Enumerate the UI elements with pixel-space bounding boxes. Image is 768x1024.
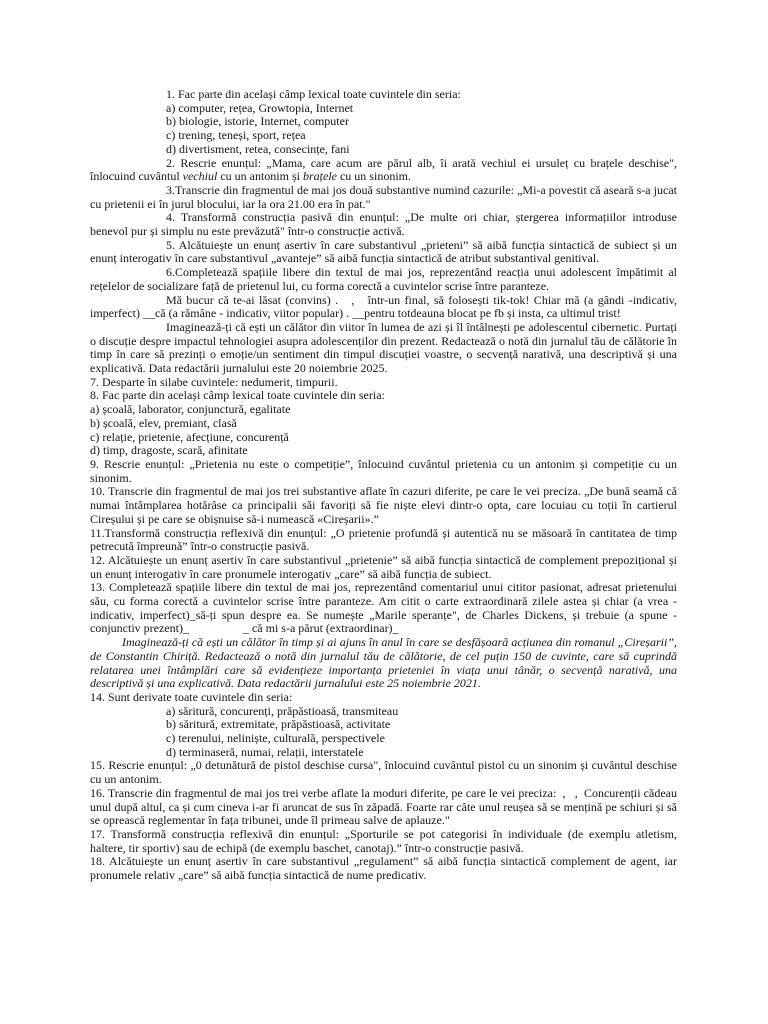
- question-1-prompt: 1. Fac parte din același câmp lexical toate cuvintele din seria:: [166, 87, 461, 101]
- question-17-prompt: 17. Transformă construcția reflexivă din enunțul: „Sporturile se pot categorisi în individuale (de exemplu atletism, haltere, tir sportiv) sau de echipă (de exemplu baschet, canotaj).” într-o construcție pasivă.: [90, 826, 677, 855]
- question-7-prompt: 7. Desparte în silabe cuvintele: nedumerit, timpurii.: [90, 374, 338, 389]
- essay-task-1: Imaginează-ți că ești un călător din viitor în lumea de azi și îl întâlnești pe adolescentul cibernetic. Purtați o discuție despre impactul tehnologiei asupra adolescenților din prezent. Redactează o notă din jurnalul tău de călătorie în timp în care să prezinți o emoție/un sentiment din timpul discuției voastre, o secvență narativă, una descriptivă și una explicativă. Data redactării jurnalului este 20 noiembrie 2025.: [90, 319, 677, 376]
- question-2-text-mid: cu un antonim și: [217, 169, 303, 184]
- question-2-italic-word-2: brațele: [302, 169, 337, 184]
- essay-task-2: Imaginează-ți că ești un călător în timp și ai ajuns în anul în care se desfășoară acțiunea din romanul „Cireșarii”, de Constantin Chiriță. Redactează o notă din jurnalul tău de călătorie, de cel puțin 150 de cuvinte, care să cuprindă relatarea unei întâmplări care să evidențieze importanța prieteniei în viața unui tânăr, o secvență narativă, una descriptivă și una explicativă. Data redactării jurnalului este 25 noiembrie 2021.: [90, 635, 677, 691]
- worksheet-content: [90, 88, 677, 883]
- question-1-option-d: d) divertisment, retea, consecințe, fani: [166, 141, 350, 156]
- question-1-option-a: a) computer, rețea, Growtopia, Internet: [166, 100, 354, 115]
- question-14-option-d: d) terminaseră, numai, relații, interstatele: [166, 744, 364, 759]
- question-12-prompt: 12. Alcătuiește un enunț asertiv în care substantivul „prietenie” să aibă funcția sintactică de complement prepozițional și un enunț interogativ în care pronumele interogativ „care” să aibă funcția de subiect.: [90, 552, 677, 581]
- question-1-option-b: b) biologie, istorie, Internet, computer: [166, 114, 349, 129]
- question-2-italic-word-1: vechiul: [182, 169, 218, 184]
- question-18-prompt: 18. Alcătuiește un enunț asertiv în care substantivul „regulament” să aibă funcția sintactică complement de agent, iar pronumele relativ „care” să aibă funcția sintactică de nume predicativ.: [90, 854, 677, 883]
- question-5-prompt: 5. Alcătuiește un enunț asertiv în care substantivul „prieteni” să aibă funcția sintactică de subiect și un enunț interogativ în care substantivul „avanteje” să aibă funcția sintactică de atribut substantival genitival.: [90, 237, 677, 266]
- question-8-option-b: b) școală, elev, premiant, clasă: [90, 415, 237, 430]
- question-14-option-c: c) terenului, neliniște, culturală, perspectivele: [166, 731, 385, 746]
- question-8-option-d: d) timp, dragoste, scară, afinitate: [90, 443, 248, 458]
- question-13-prompt: 13. Completează spațiile libere din textul de mai jos, reprezentând comentariul unui cititor pasionat, adresat prietenului său, cu forma corectă a cuvintelor scrise între paranteze. Am citit o carte extraordinară zilele astea și chiar (a vrea - indicativ, imperfect)_să-ți spun despre ea. Se numește „Marile speranțe", de Charles Dickens, și trebuie (a spune - conjunctiv prezent)_ _ că mi s-a părut (extraordinar)_: [90, 580, 677, 636]
- question-14-option-a: a) săritură, concurenți, prăpăstioasă, transmiteau: [166, 703, 399, 718]
- question-1-option-c: c) trening, teneși, sport, rețea: [166, 128, 306, 143]
- question-8-prompt: 8. Fac parte din același câmp lexical toate cuvintele din seria:: [90, 388, 385, 403]
- question-3-prompt: 3.Transcrie din fragmentul de mai jos două substantive numind cazurile: „Mi-a povestit că aseară s-a jucat cu prietenii ei în jurul blocului, iar la ora 21.00 era în pat.": [90, 182, 677, 211]
- question-2-text-start: 2. Rescrie enunțul: „Mama, care acum are părul alb, îi arată vechiul ei ursuleț cu brațele deschise", înlocuind cuvântul: [90, 155, 677, 184]
- question-6-fill-text: Mă bucur că te-ai lăsat (convins) . , într-un final, să folosești tik-tok! Chiar mă (a gândi -indicativ, imperfect) __că (a rămâne - indicativ, viitor popular) . __pentru totdeauna blocat pe fb și insta, ca ultimul trist!: [90, 292, 677, 321]
- question-14-prompt: 14. Sunt derivate toate cuvintele din seria:: [90, 689, 293, 704]
- question-8-option-c: c) relație, prietenie, afecțiune, concurență: [90, 429, 289, 444]
- question-16-prompt: 16. Transcrie din fragmentul de mai jos trei verbe aflate la moduri diferite, pe care le vei preciza: , , Concurenții cădeau unul după altul, ca și cum cineva i-ar fi aruncat de sus în zăpadă. Foarte rar câte unul reușea să se mențină pe schiuri și să se oprească reglementar în fața tribunei, unde îl primeau salve de aplauze.": [90, 785, 677, 828]
- question-8-option-a: a) școală, laborator, conjunctură, egalitate: [90, 402, 291, 417]
- question-6-prompt: 6.Completează spațiile libere din textul de mai jos, reprezentând reacția unui adolescent împătimit al rețelelor de socializare față de prietenul lui, cu forma corectă a cuvintelor scrise între paranteze.: [90, 265, 677, 293]
- question-9-prompt: 9. Rescrie enunțul: „Prietenia nu este o competiție”, înlocuind cuvântul prietenia cu un antonim și competiție cu un sinonim.: [90, 456, 677, 485]
- question-15-prompt: 15. Rescrie enunțul: „0 detunătură de pistol deschise cursa", înlocuind cuvântul pistol cu un sinonim și cuvântul deschise cu un antonim.: [90, 758, 677, 787]
- question-11-prompt: 11.Transformă construcția reflexivă din enunțul: „O prietenie profundă și autentică nu se măsoară în cantitatea de timp petrecută împreună” într-o construcție pasivă.: [90, 525, 677, 554]
- question-14-option-b: b) săritură, extremitate, prăpăstioasă, activitate: [166, 717, 391, 732]
- question-4-prompt: 4. Transformă construcția pasivă din enunțul: „De multe ori chiar, ștergerea informațiilor introduse benevol pur și simplu nu este prevăzută" într-o construcție activă.: [90, 210, 677, 239]
- question-2-text-end: cu un sinonim.: [336, 169, 411, 184]
- question-2-prompt: [90, 157, 677, 184]
- question-10-prompt: 10. Transcrie din fragmentul de mai jos trei substantive aflate în cazuri diferite, pe care le vei preciza. „De bună seamă că numai întâmplarea hotărâse ca principalii săi favoriți să fie niște elevi dintr-o opta, care locuiau cu toții în cartierul Cireșului și pe care se obișnuise să-i numească «Cireșarii».”: [90, 484, 677, 526]
